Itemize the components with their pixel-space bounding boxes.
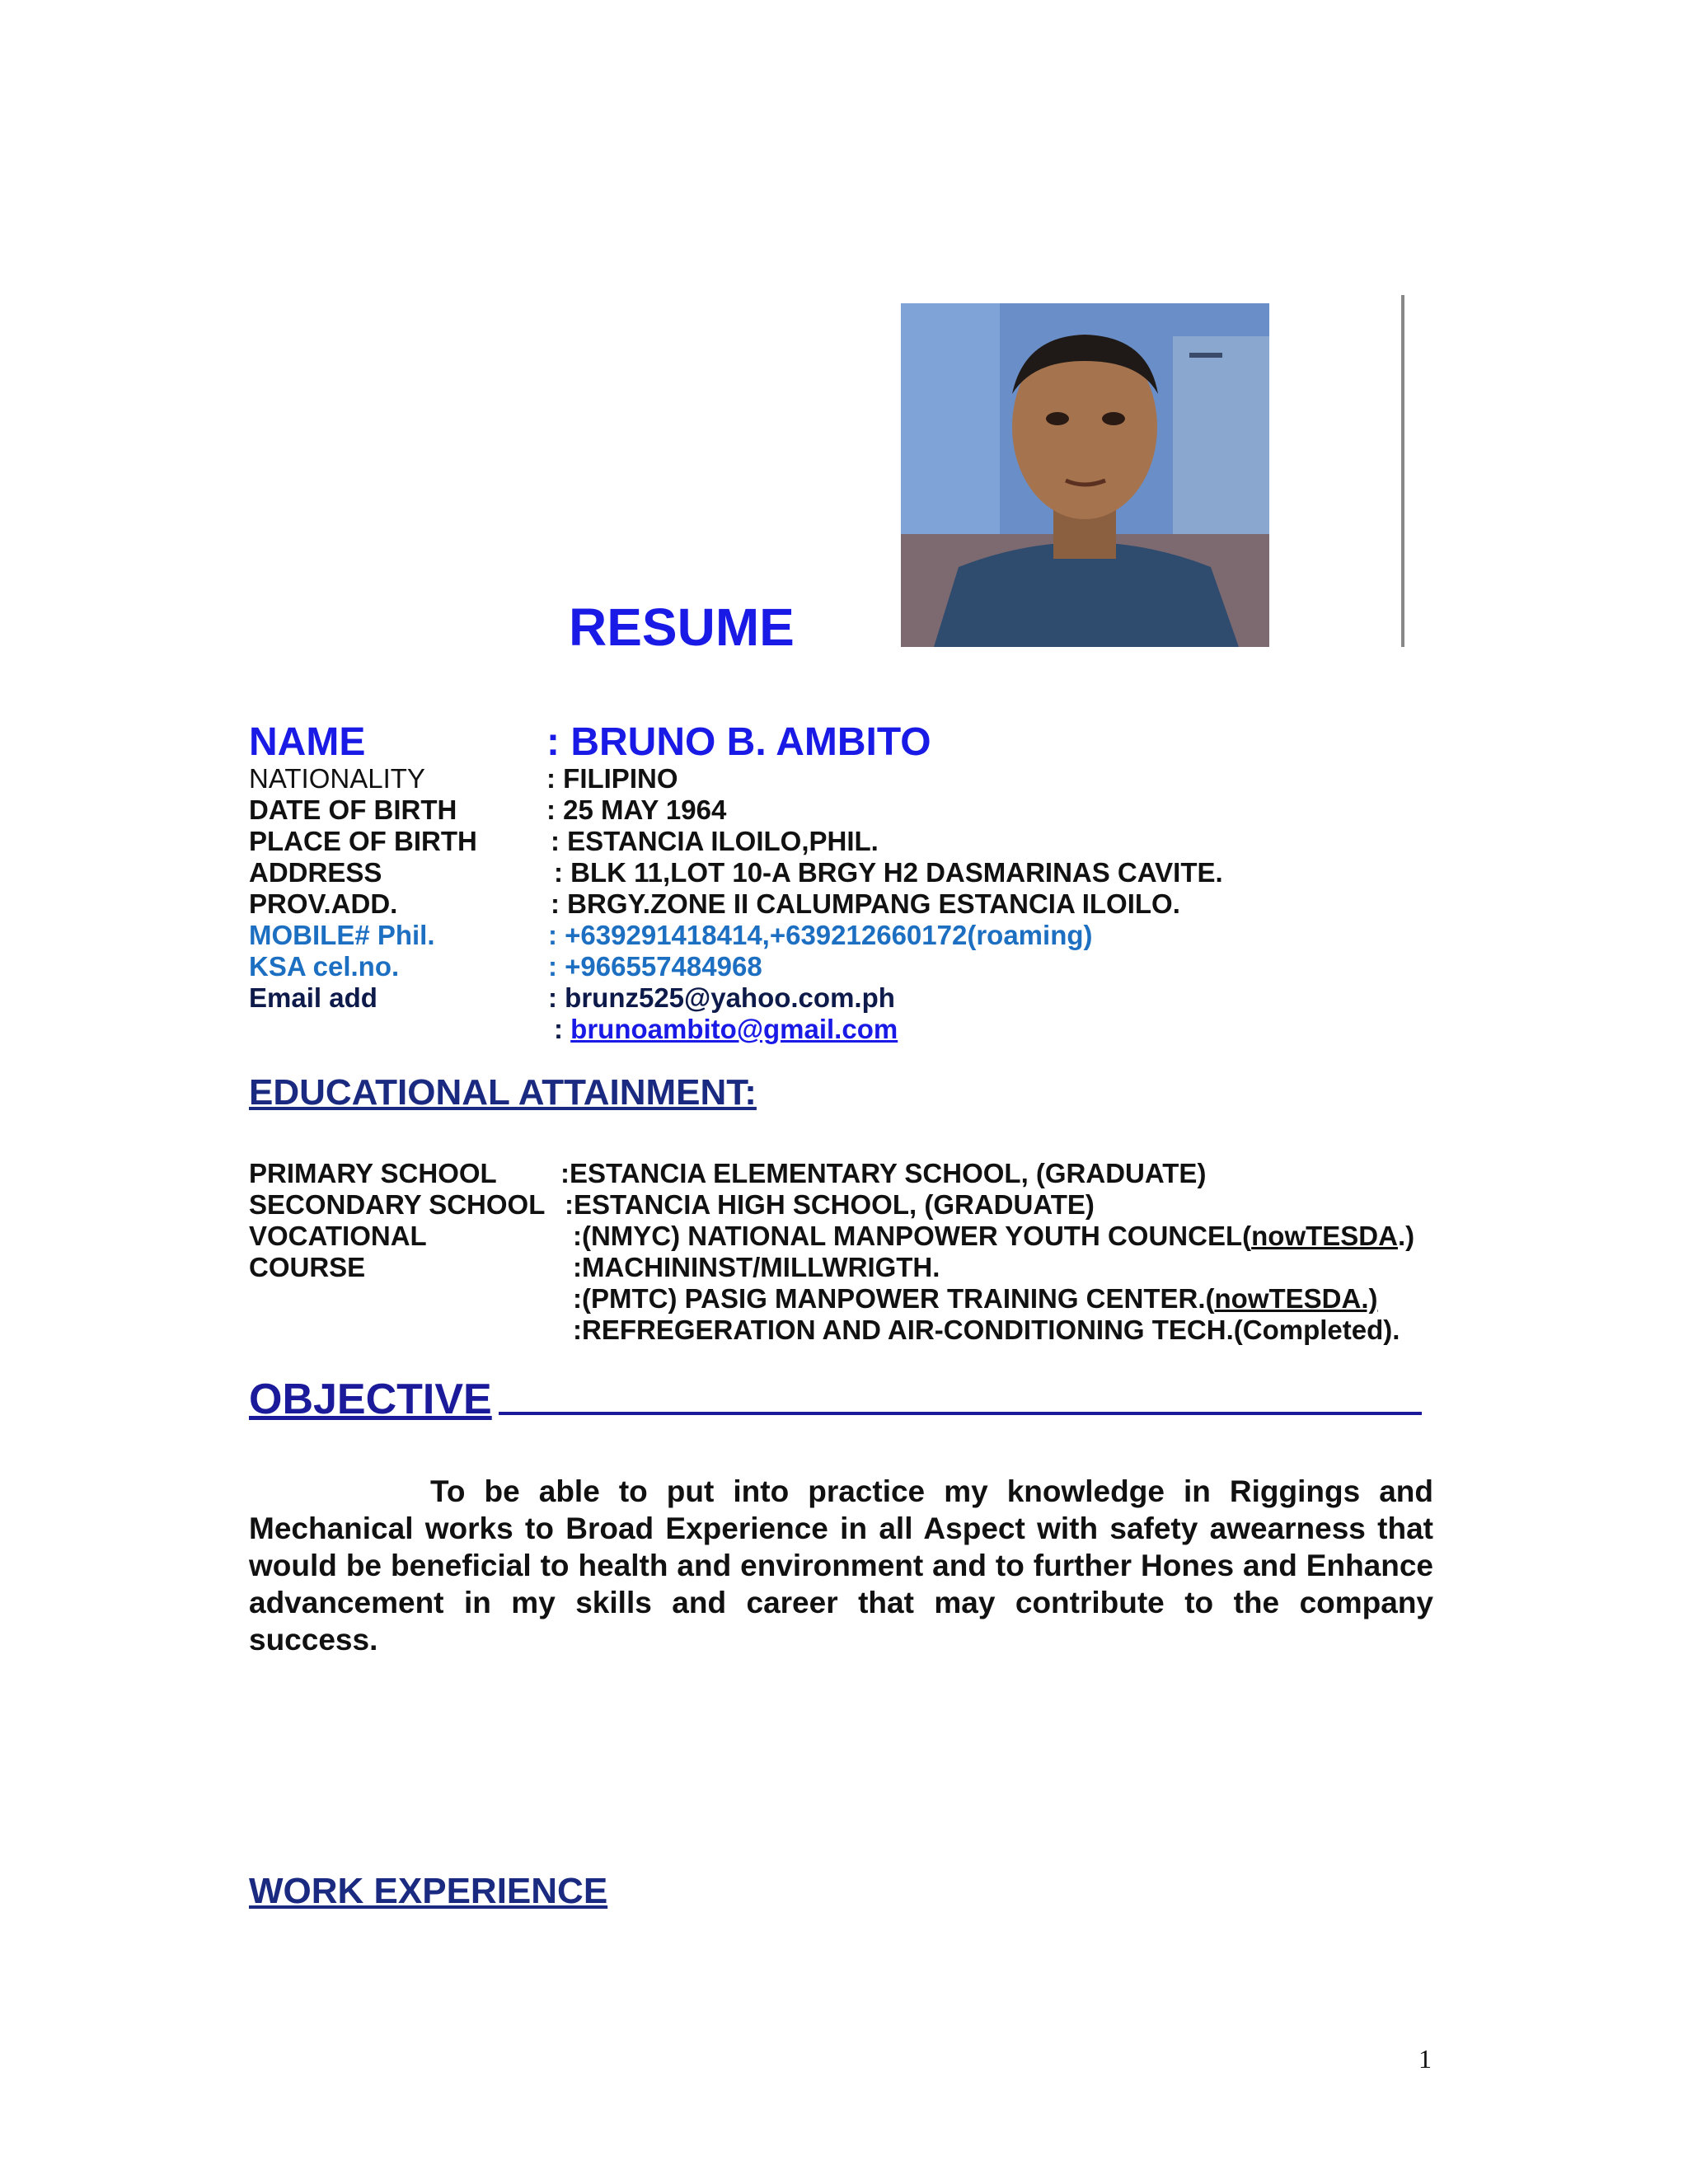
secondary-label: SECONDARY SCHOOL [249, 1189, 546, 1220]
refrigeration-value: :REFREGERATION AND AIR-CONDITIONING TECH.(Completed). [573, 1315, 1400, 1345]
ksa-label: KSA cel.no. [249, 951, 400, 982]
dob-value: : 25 MAY 1964 [546, 794, 727, 825]
education-heading: EDUCATIONAL ATTAINMENT: [249, 1072, 757, 1113]
address-label: ADDRESS [249, 857, 382, 888]
objective-heading: OBJECTIVE [249, 1376, 492, 1423]
ksa-value: : +966557484968 [548, 951, 762, 982]
name-value: : BRUNO B. AMBITO [546, 720, 931, 764]
photo-divider-line [1401, 295, 1404, 647]
objective-text [249, 1473, 1433, 1658]
secondary-value: :ESTANCIA HIGH SCHOOL, (GRADUATE) [565, 1189, 1095, 1220]
nationality-value: : FILIPINO [546, 763, 678, 794]
primary-label: PRIMARY SCHOOL [249, 1158, 497, 1188]
address-value: : BLK 11,LOT 10-A BRGY H2 DASMARINAS CAVITE. [554, 857, 1223, 888]
email2-link[interactable]: brunoambito@gmail.com [570, 1014, 898, 1044]
nationality-label: NATIONALITY [249, 763, 425, 794]
name-label: NAME [249, 720, 366, 764]
page-title: RESUME [569, 598, 795, 657]
vocational-close: .) [1397, 1221, 1415, 1251]
page-number: 1 [1418, 2044, 1432, 2074]
pmtc-value [573, 1283, 1378, 1315]
prov-address-label: PROV.ADD. [249, 888, 398, 919]
pmtc-text: :(PMTC) PASIG MANPOWER TRAINING CENTER.( [573, 1283, 1215, 1314]
vocational-value [573, 1221, 1414, 1252]
email2-row [554, 1014, 898, 1045]
vocational-text: :(NMYC) NATIONAL MANPOWER YOUTH COUNCEL( [573, 1221, 1252, 1251]
pmtc-tesda: nowTESDA.) [1214, 1283, 1378, 1314]
mobile-label: MOBILE# Phil. [249, 920, 435, 950]
objective-body: To be able to put into practice my knowledge in Riggings and Mechanical works to Broad Experience in all Aspect with safety awearness that would be beneficial to health and environment and to further Hones and Enhance advancement in my skills and career that may contribute to the company success. [249, 1474, 1433, 1657]
course-value: :MACHININST/MILLWRIGTH. [573, 1252, 940, 1282]
primary-value: :ESTANCIA ELEMENTARY SCHOOL, (GRADUATE) [560, 1158, 1207, 1188]
vocational-tesda: nowTESDA [1251, 1221, 1398, 1251]
person-photo-icon [901, 303, 1269, 647]
email-label: Email add [249, 982, 377, 1013]
dob-label: DATE OF BIRTH [249, 794, 457, 825]
profile-photo [901, 303, 1269, 647]
course-label: COURSE [249, 1252, 366, 1282]
pob-value: : ESTANCIA ILOILO,PHIL. [551, 826, 879, 856]
vocational-label: VOCATIONAL [249, 1221, 427, 1251]
email2-prefix: : [554, 1014, 571, 1044]
prov-address-value: : BRGY.ZONE II CALUMPANG ESTANCIA ILOILO. [551, 888, 1180, 919]
objective-underline [499, 1412, 1422, 1415]
mobile-value: : +639291418414,+639212660172(roaming) [548, 920, 1093, 950]
work-experience-heading: WORK EXPERIENCE [249, 1871, 608, 1911]
pob-label: PLACE OF BIRTH [249, 826, 477, 856]
email-value: : brunz525@yahoo.com.ph [548, 982, 895, 1013]
